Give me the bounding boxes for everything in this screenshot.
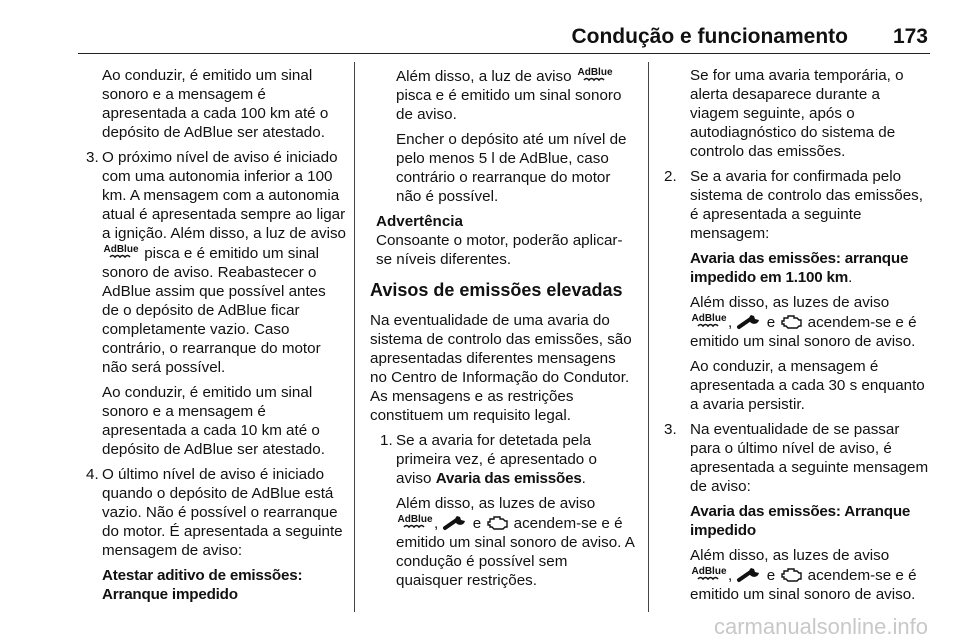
wrench-icon: [736, 565, 762, 583]
text-span: Além disso, as luzes de aviso: [396, 495, 596, 512]
text-span: .: [581, 470, 586, 487]
list-number: 2.: [664, 168, 677, 185]
text-span: ,: [434, 515, 439, 532]
text-span: Se a avaria for detetada pela primeira vez, é apresentado o aviso: [396, 432, 597, 487]
text-span: ,: [728, 314, 733, 331]
paragraph: Na eventualidade de uma avaria do sistema de controlo das emissões, são apresentadas diferentes mensagens no Centro de Informação do Condutor. As mensagens e as restrições constituem um requisito legal.: [370, 312, 632, 424]
page-number: 173: [892, 25, 928, 48]
column-divider: [648, 62, 649, 612]
text-span: ,: [728, 567, 733, 584]
engine-icon: [779, 312, 803, 331]
list-text: [102, 148, 346, 377]
text-span: pisca e é emitido um sinal sonoro de aviso.: [396, 87, 622, 123]
paragraph: Ao conduzir, é emitido um sinal sonoro e a mensagem é apresentada a cada 10 km até o depósito de AdBlue ser atestado.: [102, 384, 325, 458]
engine-icon: [485, 513, 509, 532]
list-item-3: [86, 148, 346, 459]
warning-title: Advertência: [376, 213, 463, 230]
paragraph: Encher o depósito até um nível de pelo menos 5 l de AdBlue, caso contrário o rearranque do motor não é possível.: [396, 131, 627, 205]
list-number: 4.: [86, 466, 99, 483]
text-span: Além disso, as luzes de aviso: [690, 547, 890, 564]
list-text: Na eventualidade de se passar para o último nível de aviso, é apresentada a seguinte mensagem de aviso:: [690, 421, 929, 495]
section-heading: Avisos de emissões elevadas: [370, 280, 623, 300]
warning-message: Avaria das emissões: arranque impedido em 1.100 km: [690, 250, 909, 286]
list-number: 3.: [86, 149, 99, 166]
text-span: O próximo nível de aviso é iniciado com uma autonomia inferior a 100 km. A mensagem com a autonomia atual é apresentada sempre ao ligar a ignição. Além disso, a luz de aviso: [102, 149, 346, 242]
list-text: [396, 431, 635, 488]
list-item-2: [664, 167, 930, 414]
list-text: O último nível de aviso é iniciado quando o depósito de AdBlue está vazio. Não é possível o rearranque do motor. É apresentada a seguinte mensagem de aviso:: [102, 466, 343, 559]
chapter-title: Condução e funcionamento: [571, 25, 848, 48]
list-number: 1.: [380, 432, 393, 449]
adblue-warning-icon: [576, 66, 614, 84]
column-2: [370, 66, 635, 596]
paragraph: [396, 494, 635, 590]
watermark: carmanualsonline.info: [713, 614, 928, 639]
column-divider: [354, 62, 355, 612]
paragraph: Se for uma avaria temporária, o alerta desaparece durante a viagem seguinte, após o autodiagnóstico do sistema de controlo das emissões.: [690, 67, 904, 160]
text-span: acendem-se e é emitido um sinal sonoro de aviso.: [690, 314, 917, 350]
wrench-icon: [442, 513, 468, 531]
warning-message: Avaria das emissões: [435, 470, 582, 487]
warning-message-line: [690, 249, 930, 287]
warning-text: Consoante o motor, poderão aplicar-se níveis diferentes.: [376, 232, 623, 268]
paragraph: Ao conduzir, a mensagem é apresentada a cada 30 s enquanto a avaria persistir.: [690, 358, 925, 413]
text-span: acendem-se e é emitido um sinal sonoro de aviso.: [690, 567, 917, 603]
text-span: Além disso, a luz de aviso: [396, 68, 572, 85]
warning-message: Avaria das emissões: Arranque impedido: [690, 503, 911, 539]
engine-icon: [779, 565, 803, 584]
column-3: [664, 66, 930, 610]
text-span: acendem-se e é emitido um sinal sonoro de aviso. A condução é possível sem quaisquer restrições.: [396, 515, 635, 589]
paragraph: Ao conduzir, é emitido um sinal sonoro e a mensagem é apresentada a cada 100 km até o depósito de AdBlue ser atestado.: [102, 67, 329, 141]
page-header: [78, 27, 930, 54]
adblue-warning-icon: [102, 243, 140, 261]
list-item-3: [664, 420, 930, 604]
list-item-1: [370, 431, 635, 590]
column-1: [86, 66, 346, 610]
adblue-warning-icon: [396, 513, 434, 531]
text-span: pisca e é emitido um sinal sonoro de aviso. Reabastecer o AdBlue assim que possível antes de o depósito de AdBlue ficar completamente vazio. Caso contrário, o rearranque do motor não será possível.: [102, 245, 326, 376]
wrench-icon: [736, 312, 762, 330]
text-span: .: [848, 269, 853, 286]
paragraph: [690, 293, 930, 351]
paragraph: [380, 66, 635, 124]
text-span: e: [766, 314, 776, 331]
warning-message: Atestar aditivo de emissões: Arranque impedido: [102, 567, 303, 603]
list-number: 3.: [664, 421, 677, 438]
paragraph: [690, 546, 930, 604]
list-item-4: [86, 465, 346, 604]
adblue-warning-icon: [690, 312, 728, 330]
text-span: e: [766, 567, 776, 584]
text-span: Além disso, as luzes de aviso: [690, 294, 890, 311]
list-text: Se a avaria for confirmada pelo sistema de controlo das emissões, é apresentada a seguinte mensagem:: [690, 168, 923, 242]
text-span: e: [472, 515, 482, 532]
adblue-warning-icon: [690, 565, 728, 583]
